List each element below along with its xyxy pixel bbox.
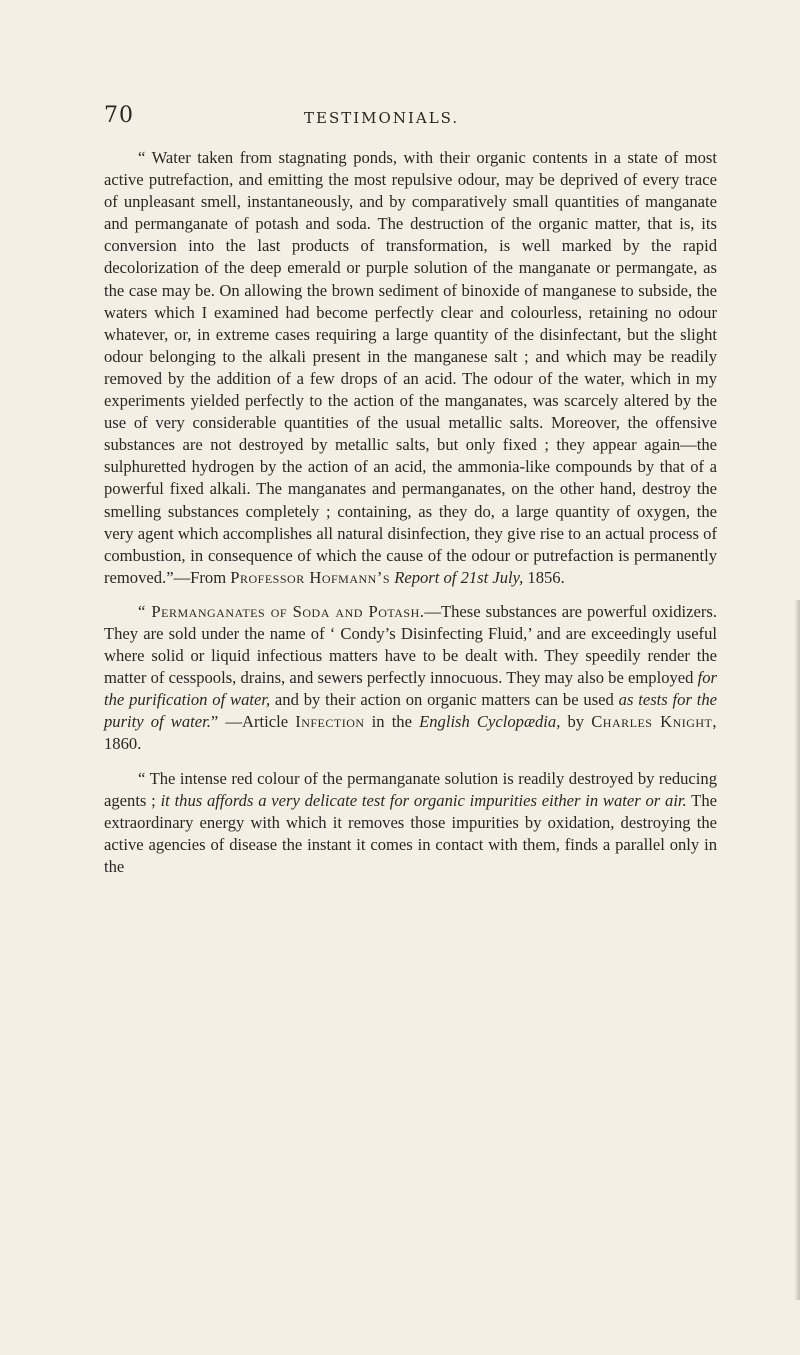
permanganates-text-2: and by their action on organic matters can be used: [270, 690, 619, 710]
page-edge-shadow: [794, 600, 800, 1300]
permanganates-text-4: in the: [364, 712, 420, 732]
permanganates-author: Charles Knight,: [591, 712, 718, 732]
paragraph-permanganates: [104, 601, 717, 756]
permanganates-source: English Cyclopædia,: [419, 712, 561, 732]
red-colour-text-1: “ The intense red colour of the permanganate solution is readily destroyed by reducing agents ;: [104, 768, 717, 810]
hofmann-report: Report of 21st July,: [394, 567, 524, 587]
hofmann-quote-text: “ Water taken from stagnating ponds, with their organic contents in a state of most active putrefaction, and emitting the most repulsive odour, may be deprived of every trace of unpleasant smell, instantaneously, and by comparatively small quantities of manganate and permanganate of potash and soda. The destruction of the organic matter, that is, its conversion into the last products of transformation, is well marked by the rapid decolorization of the deep emerald or purple solution of the manganate or permangate, as the case may be. On allowing the brown sediment of binoxide of manganese to subside, the waters which I examined had become perfectly clear and colourless, retaining no odour whatever, or, in extreme cases requiring a large quantity of the disinfectant, but the slight odour belonging to the alkali present in the manganese salt ; and which may be readily removed by the addition of a few drops of an acid. The odour of the water, which in my experiments yielded perfectly to the action of the manganates, was scarcely altered by the use of very considerable quantities of the usual metallic salts. Moreover, the offensive substances are not destroyed by metallic salts, but only fixed ; they appear again—the sulphuretted hydrogen by the action of an acid, the ammonia-like compounds by that of a powerful fixed alkali. The manganates and permanganates, on the other hand, destroy the smelling substances completely ; containing, as they do, a large quantity of oxygen, the very agent which accomplishes all natural disinfection, they give rise to an actual process of combustion, in consequence of which the cause of the odour or putrefaction is permanently removed.”—From: [104, 148, 717, 587]
hofmann-date: 1856.: [523, 567, 565, 587]
paragraph-hofmann-quote: [104, 147, 717, 589]
permanganates-text-5: by: [560, 712, 592, 732]
paragraph-red-colour: [104, 768, 717, 878]
permanganates-text-3: ” —Article: [210, 712, 296, 732]
permanganates-italic-2: as tests for the purity of water.: [104, 690, 717, 732]
permanganates-title: “ Permanganates of Soda and Potash.: [138, 601, 425, 621]
permanganates-italic-1: for the purification of water,: [104, 668, 717, 710]
permanganates-text-1: —These substances are powerful oxidizers. They are sold under the name of ‘ Condy’s Disinfecting Fluid,’ and are exceedingly useful where solid or liquid infectious matters have to be dealt with. They speedily render the matter of cesspools, drains, and sewers perfectly innocuous. They may also be employed: [104, 601, 717, 688]
body-text: [104, 147, 717, 878]
running-head: TESTIMONIALS.: [304, 109, 460, 127]
page-header: [104, 103, 724, 129]
red-colour-italic-1: it thus affords a very delicate test for organic impurities either in water or air.: [160, 790, 687, 810]
red-colour-text-2: The extraordinary energy with which it removes those impurities by oxidation, destroying the active agencies of disease the instant it comes in contact with them, finds a parallel only in the: [104, 790, 717, 876]
permanganates-article: Infection: [295, 712, 365, 732]
permanganates-date: 1860.: [104, 734, 142, 754]
hofmann-author: Professor Hofmann’s: [230, 567, 391, 587]
page-number: 70: [104, 103, 134, 128]
